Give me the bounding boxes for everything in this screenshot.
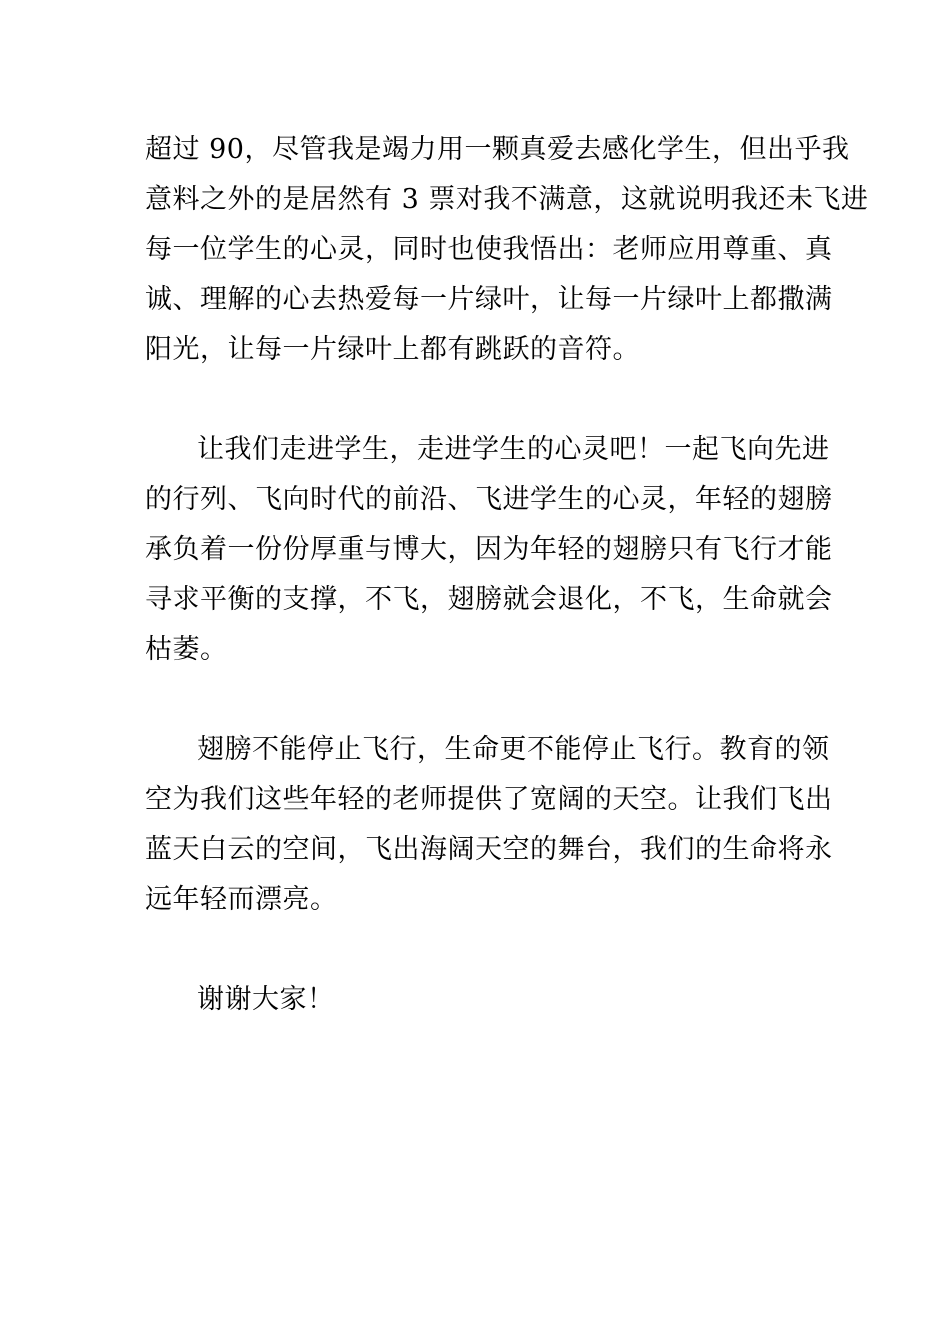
paragraph-1-line-2: 意料之外的是居然有 3 票对我不满意，这就说明我还未飞进: [145, 184, 869, 215]
paragraph-2-line-3: 承负着一份份厚重与博大，因为年轻的翅膀只有飞行才能: [145, 534, 833, 565]
paragraph-3-line-4: 远年轻而漂亮。: [145, 884, 338, 915]
paragraph-3-line-3: 蓝天白云的空间，飞出海阔天空的舞台，我们的生命将永: [145, 834, 833, 865]
paragraph-2-line-1: 让我们走进学生，走进学生的心灵吧！一起飞向先进: [197, 434, 830, 465]
paragraph-1-line-3: 每一位学生的心灵，同时也使我悟出：老师应用尊重、真: [145, 234, 833, 265]
paragraph-2-line-2: 的行列、飞向时代的前沿、飞进学生的心灵，年轻的翅膀: [145, 484, 833, 515]
paragraph-2-line-4: 寻求平衡的支撑，不飞，翅膀就会退化，不飞，生命就会: [145, 584, 833, 615]
paragraph-2-line-5: 枯萎。: [145, 634, 228, 665]
paragraph-1-line-5: 阳光，让每一片绿叶上都有跳跃的音符。: [145, 334, 640, 365]
paragraph-3-line-1: 翅膀不能停止飞行，生命更不能停止飞行。教育的领: [197, 734, 830, 765]
paragraph-3-line-2: 空为我们这些年轻的老师提供了宽阔的天空。让我们飞出: [145, 784, 833, 815]
paragraph-1-line-1: 超过 90，尽管我是竭力用一颗真爱去感化学生，但出乎我: [145, 134, 850, 165]
closing-line: 谢谢大家！: [197, 984, 335, 1015]
paragraph-1-line-4: 诚、理解的心去热爱每一片绿叶，让每一片绿叶上都撒满: [145, 284, 833, 315]
